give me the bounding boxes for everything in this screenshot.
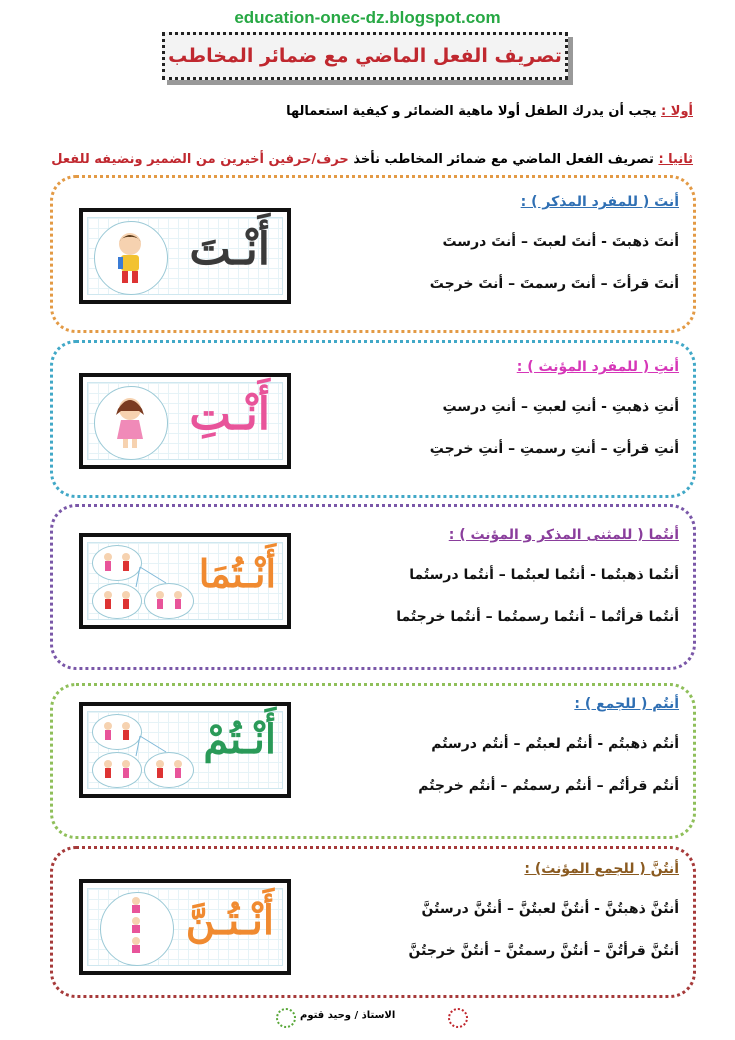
pronoun-3: أَنْـتُمَا bbox=[198, 551, 276, 596]
pronoun-5: أَنْـتُـنَّ bbox=[185, 897, 274, 944]
intro-first-text: يجب أن يدرك الطفل أولا ماهية الضمائر و كيفية استعمالها bbox=[286, 104, 662, 119]
section-box-3 bbox=[50, 504, 696, 670]
pronoun-card-4 bbox=[79, 702, 291, 798]
section-row-5a: أنتُنَّ ذهبتُنَّ - أنتُنَّ لعبتُنَّ – أنتُنَّ درستُنَّ bbox=[421, 901, 679, 917]
group-kids-icon bbox=[96, 716, 192, 786]
pronoun-2: أَنْـتِ bbox=[189, 389, 270, 440]
intro-second-red: حرف/حرفين أخيرين من الضمير ونضيفه للفعل bbox=[51, 152, 349, 167]
flower-left-icon bbox=[276, 1008, 296, 1028]
section-row-1a: أنتَ ذهبتَ - أنتَ لعبتَ – أنتَ درستَ bbox=[442, 234, 679, 250]
section-box-1 bbox=[50, 175, 696, 333]
section-row-3b: أنتُما قرأتُما – أنتُما رسمتُما – أنتُما خرجتُما bbox=[396, 609, 679, 625]
section-row-4b: أنتُم قرأتُم – أنتُم رسمتُم – أنتُم خرجتُم bbox=[418, 778, 679, 794]
two-kids-icon bbox=[96, 547, 192, 617]
section-heading-5: أنتُنَّ ( للجمع المؤنث) : bbox=[524, 861, 679, 877]
section-row-2b: أنتِ قرأتِ – أنتِ رسمتِ – أنتِ خرجتِ bbox=[429, 441, 679, 457]
section-row-4a: أنتُم ذهبتُم - أنتُم لعبتُم – أنتُم درستُم bbox=[431, 736, 679, 752]
pronoun-4: أَنْـتُمْ bbox=[203, 716, 276, 763]
girl-icon bbox=[112, 395, 148, 451]
section-heading-1: أنتَ ( للمفرد المذكر ) : bbox=[520, 194, 679, 210]
intro-second-line bbox=[51, 152, 693, 167]
section-box-5 bbox=[50, 846, 696, 998]
pronoun-1: أَنْـتَ bbox=[189, 224, 270, 275]
pronoun-card-2 bbox=[79, 373, 291, 469]
section-box-2 bbox=[50, 340, 696, 498]
pronoun-card-5 bbox=[79, 879, 291, 975]
section-row-2a: أنتِ ذهبتِ - أنتِ لعبتِ – أنتِ درستِ bbox=[442, 399, 679, 415]
section-heading-4: أنتُم ( للجمع ) : bbox=[574, 696, 679, 712]
page-title: تصريف الفعل الماضي مع ضمائر المخاطب bbox=[162, 32, 568, 80]
pronoun-card-3 bbox=[79, 533, 291, 629]
site-url[interactable]: education-onec-dz.blogspot.com bbox=[234, 8, 501, 27]
intro-first-line bbox=[286, 104, 693, 119]
section-heading-2: أنتِ ( للمفرد المؤنث ) : bbox=[516, 359, 679, 375]
intro-second-label: ثانيا : bbox=[658, 152, 693, 167]
section-box-4 bbox=[50, 683, 696, 839]
section-row-5b: أنتُنَّ قرأتُنَّ – أنتُنَّ رسمتُنَّ – أنتُنَّ خرجتُنَّ bbox=[408, 943, 679, 959]
section-row-1b: أنتَ قرأتَ – أنتَ رسمتَ – أنتَ خرجتَ bbox=[429, 276, 679, 292]
girls-stack-icon bbox=[124, 895, 148, 963]
intro-first-label: أولا : bbox=[661, 104, 693, 119]
footer-author: الاستاذ / وحيد قتوم bbox=[300, 1010, 396, 1021]
intro-second-text: تصريف الفعل الماضي مع ضمائر المخاطب نأخذ bbox=[348, 152, 659, 167]
section-heading-3: أنتُما ( للمثنى المذكر و المؤنث ) : bbox=[448, 527, 679, 543]
section-row-3a: أنتُما ذهبتُما - أنتُما لعبتُما – أنتُما درستُما bbox=[409, 567, 679, 583]
pronoun-card-1 bbox=[79, 208, 291, 304]
flower-right-icon bbox=[448, 1008, 468, 1028]
boy-icon bbox=[112, 230, 148, 286]
